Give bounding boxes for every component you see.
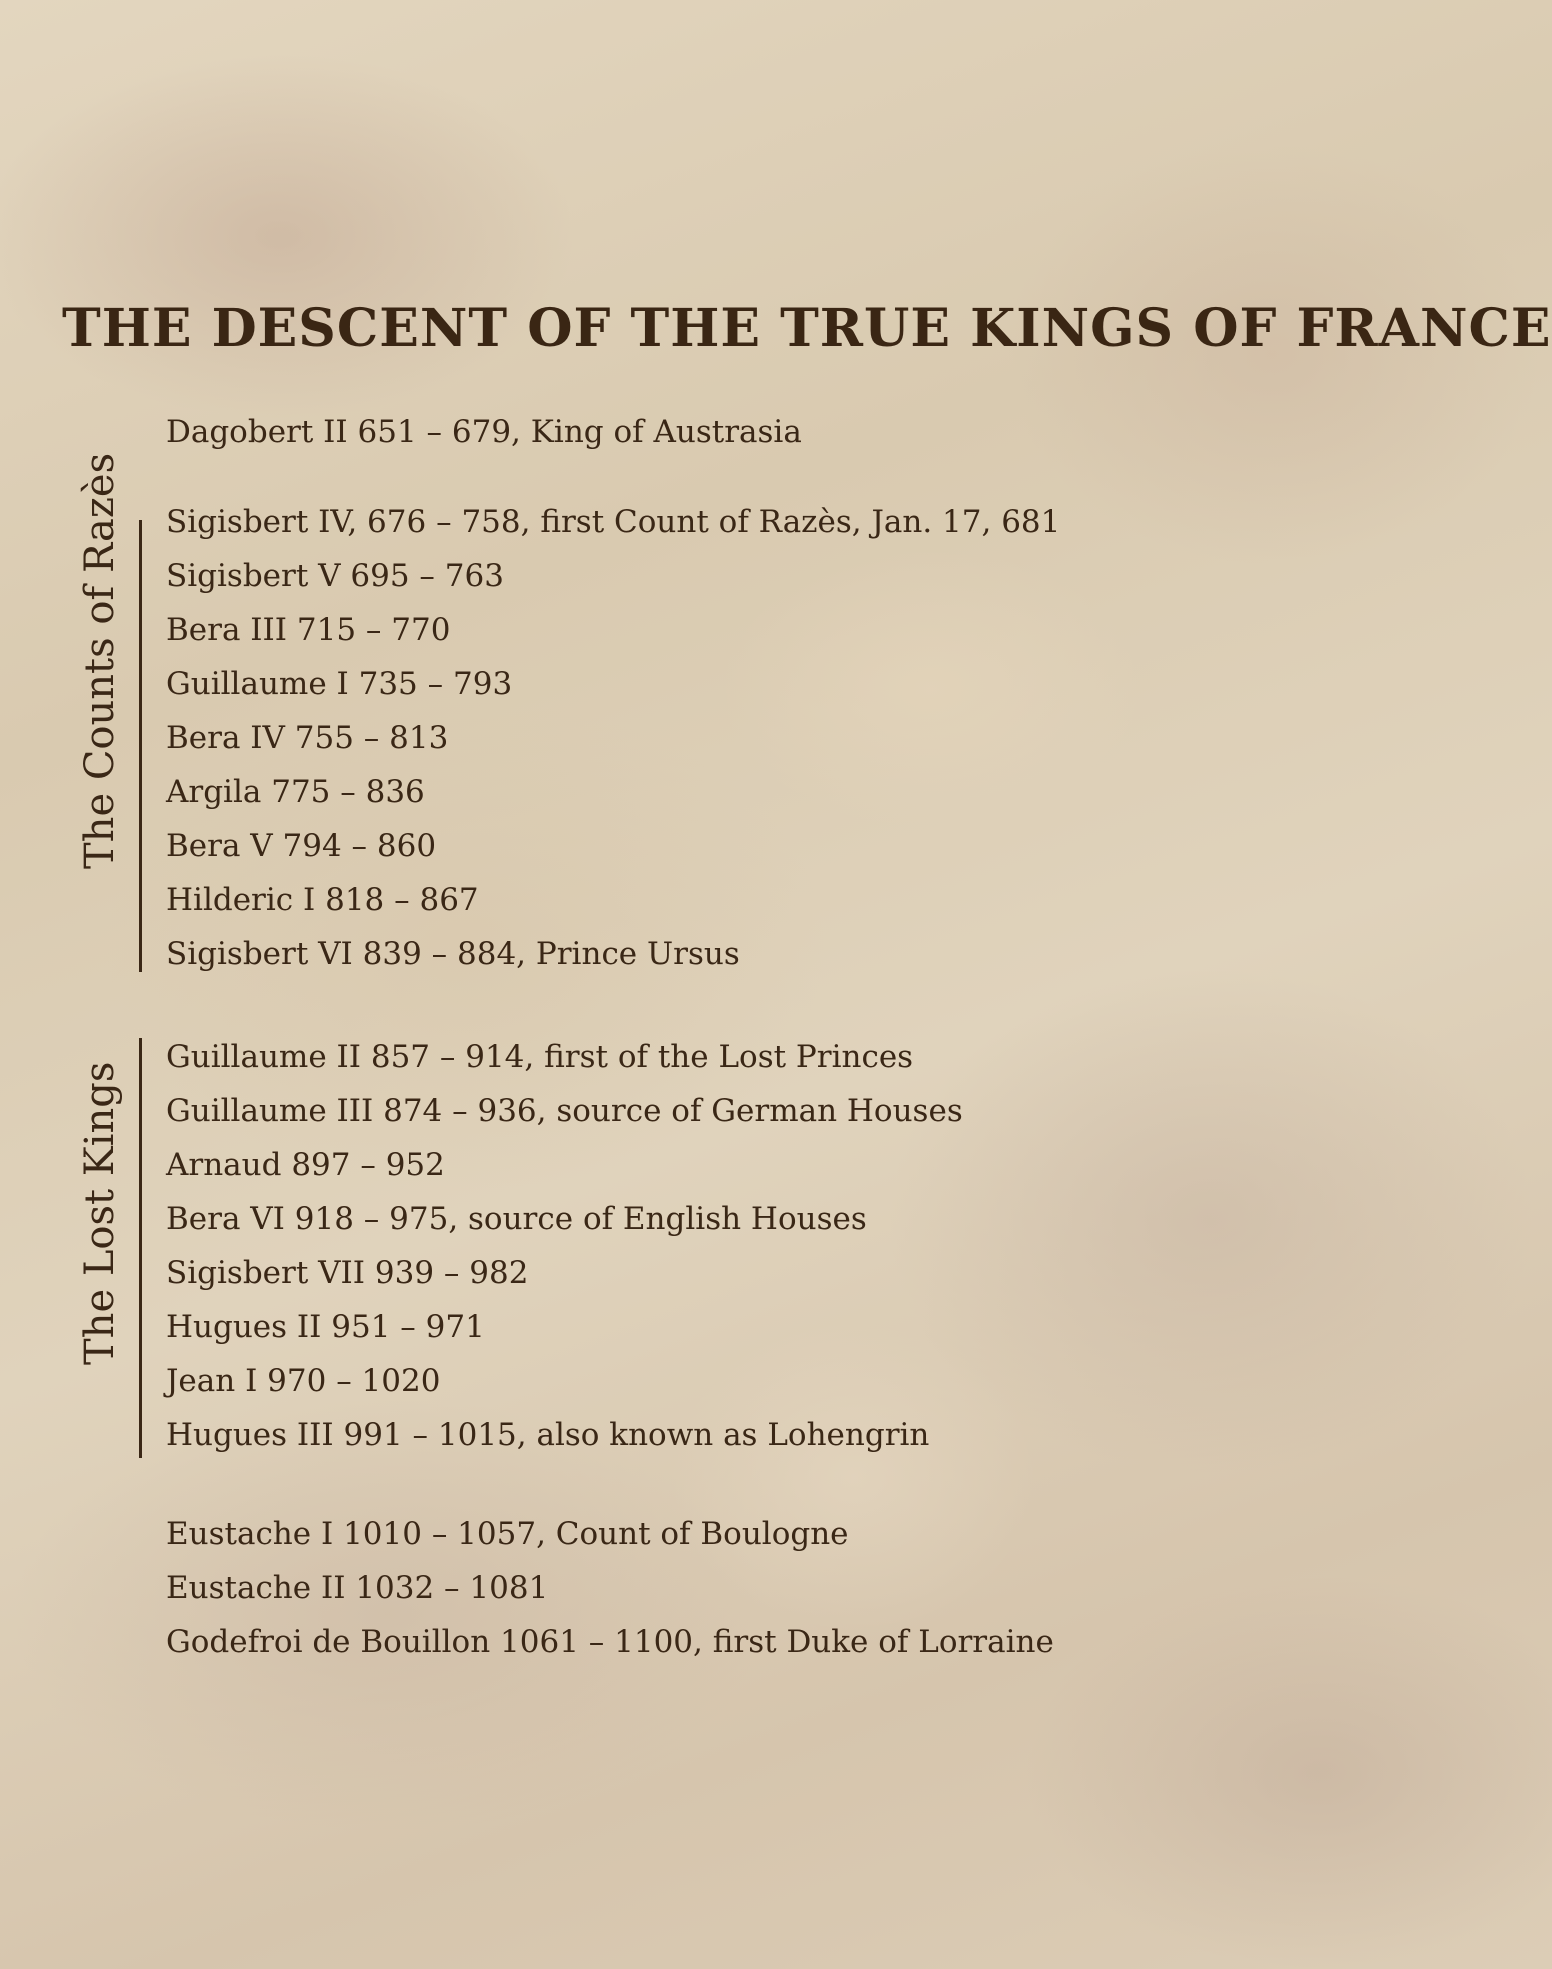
list-item: Sigisbert IV, 676 – 758, first Count of Razès, Jan. 17, 681 [166, 504, 1061, 540]
counts-of-razes-bracket [139, 520, 142, 972]
list-item: Guillaume II 857 – 914, first of the Lost Princes [166, 1039, 914, 1075]
list-item: Hilderic I 818 – 867 [166, 882, 479, 918]
page-title: THE DESCENT OF THE TRUE KINGS OF FRANCE [62, 298, 1552, 359]
list-item: Hugues III 991 – 1015, also known as Lohengrin [166, 1417, 930, 1453]
list-item: Eustache II 1032 – 1081 [166, 1570, 549, 1606]
list-item: Jean I 970 – 1020 [166, 1363, 441, 1399]
list-item: Bera V 794 – 860 [166, 828, 437, 864]
list-item: Sigisbert VII 939 – 982 [166, 1255, 529, 1291]
lost-kings-label: The Lost Kings [77, 1061, 123, 1365]
list-item: Guillaume I 735 – 793 [166, 666, 513, 702]
list-item: Hugues II 951 – 971 [166, 1309, 485, 1345]
lost-kings-bracket [139, 1038, 142, 1458]
list-item: Sigisbert VI 839 – 884, Prince Ursus [166, 936, 740, 972]
list-item: Sigisbert V 695 – 763 [166, 558, 504, 594]
list-item: Bera IV 755 – 813 [166, 720, 449, 756]
list-item: Guillaume III 874 – 936, source of German Houses [166, 1093, 963, 1129]
list-item: Eustache I 1010 – 1057, Count of Boulogne [166, 1516, 849, 1552]
counts-of-razes-label: The Counts of Razès [77, 452, 123, 869]
list-item: Godefroi de Bouillon 1061 – 1100, first Duke of Lorraine [166, 1624, 1054, 1660]
dagobert-entry: Dagobert II 651 – 679, King of Austrasia [166, 414, 802, 450]
list-item: Argila 775 – 836 [166, 774, 425, 810]
list-item: Arnaud 897 – 952 [166, 1147, 445, 1183]
list-item: Bera VI 918 – 975, source of English Houses [166, 1201, 867, 1237]
list-item: Bera III 715 – 770 [166, 612, 451, 648]
